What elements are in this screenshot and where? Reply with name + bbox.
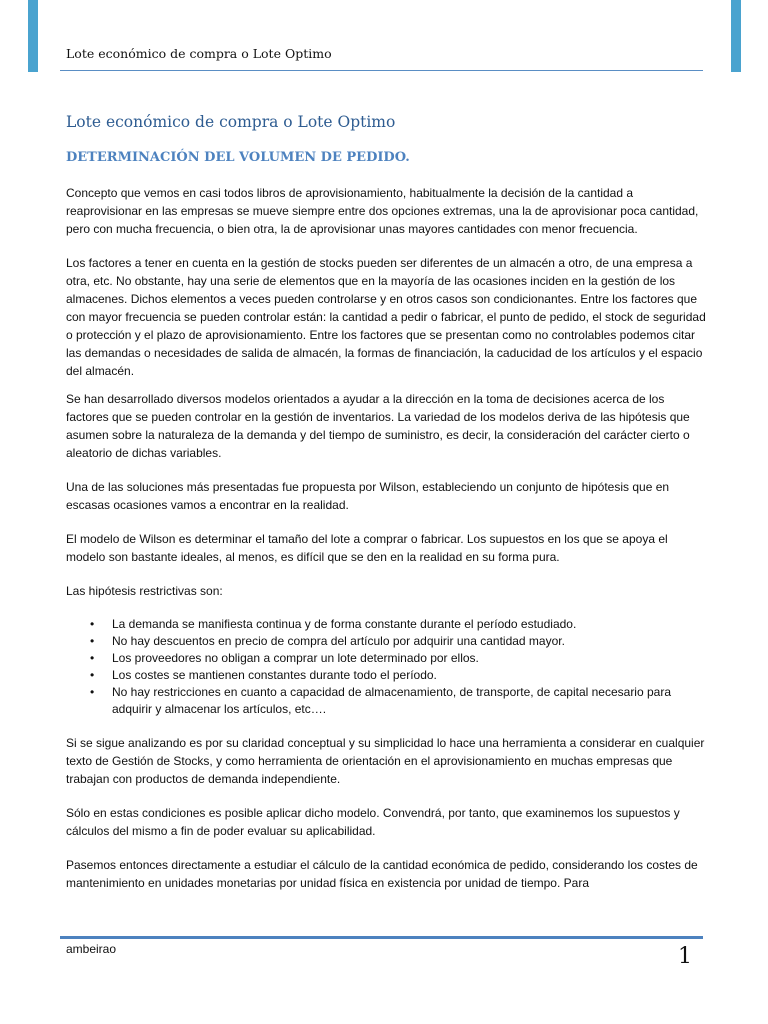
list-item (66, 616, 706, 633)
header-accent-bar-left (28, 0, 38, 72)
section-heading: DETERMINACIÓN DEL VOLUMEN DE PEDIDO. (66, 150, 410, 165)
list-item (66, 650, 706, 667)
bullet-icon: • (90, 685, 95, 699)
paragraph: Una de las soluciones más presentadas fue propuesta por Wilson, estableciendo un conjunto de hipótesis que en escasas ocasiones vamos a encontrar en la realidad. (66, 480, 670, 512)
list-item-text: Los costes se mantienen constantes durante todo el período. (112, 668, 437, 682)
bullet-icon: • (90, 668, 95, 682)
bullet-icon: • (90, 651, 95, 665)
list-item-text: No hay descuentos en precio de compra del artículo por adquirir una cantidad mayor. (112, 634, 565, 648)
paragraph: Concepto que vemos en casi todos libros de aprovisionamiento, habitualmente la decisión de la cantidad a reaprovisionar en las empresas se mueve siempre entre dos opciones extremas, una la de aprovisionar poca cantidad, pero con mucha frecuencia, o bien otra, la de aprovisionar unas mayores cantidades con menor frecuencia. (66, 186, 699, 236)
paragraph: Pasemos entonces directamente a estudiar el cálculo de la cantidad económica de pedido, considerando los costes de mantenimiento en unidades monetarias por unidad física en existencia por unidad de tiempo. Para (66, 858, 698, 890)
footer-divider (60, 936, 703, 939)
paragraph: Sólo en estas condiciones es posible aplicar dicho modelo. Convendrá, por tanto, que examinemos los supuestos y cálculos del mismo a fin de poder evaluar su aplicabilidad. (66, 806, 680, 838)
paragraph: Los factores a tener en cuenta en la gestión de stocks pueden ser diferentes de un almacén a otro, de una empresa a otra, etc. No obstante, hay una serie de elementos que en la mayoría de las ocasiones inciden en la gestión de los almacenes. Dichos elementos a veces pueden controlarse y en otros casos son condicionantes. Entre los factores que con mayor frecuencia se pueden controlar están: la cantidad a pedir o fabricar, el punto de pedido, el stock de seguridad o protección y el plazo de aprovisionamiento. Entre los factores que se presentan como no controlables podemos citar las demandas o necesidades de salida de almacén, la formas de financiación, la caducidad de los artículos y el espacio del almacén. (66, 256, 706, 378)
bullet-icon: • (90, 634, 95, 648)
paragraph: Si se sigue analizando es por su claridad conceptual y su simplicidad lo hace una herramienta a considerar en cualquier texto de Gestión de Stocks, y como herramienta de orientación en el aprovisionamiento en muchas empresas que trabajan con productos de demanda independiente. (66, 736, 705, 786)
document-title: Lote económico de compra o Lote Optimo (66, 113, 396, 131)
bullet-icon: • (90, 617, 95, 631)
footer-author: ambeirao (66, 942, 117, 956)
list-item (66, 667, 706, 684)
paragraph: Se han desarrollado diversos modelos orientados a ayudar a la dirección en la toma de decisiones acerca de los factores que se pueden controlar en la gestión de inventarios. La variedad de los modelos deriva de las hipótesis que asumen sobre la naturaleza de la demanda y del tiempo de suministro, es decir, la consideración del carácter cierto o aleatorio de dichas variables. (66, 392, 690, 460)
list-item-text: Los proveedores no obligan a comprar un lote determinado por ellos. (112, 651, 479, 665)
header-divider (60, 70, 703, 71)
header-accent-bar-right (731, 0, 741, 72)
paragraph: Las hipótesis restrictivas son: (66, 584, 223, 598)
document-body (66, 184, 706, 908)
list-item-text: La demanda se manifiesta continua y de forma constante durante el período estudiado. (112, 617, 577, 631)
list-item (66, 633, 706, 650)
running-header: Lote económico de compra o Lote Optimo (66, 46, 332, 61)
hypotheses-list (66, 616, 706, 718)
page-number: 1 (678, 944, 692, 969)
list-item-text: No hay restricciones en cuanto a capacidad de almacenamiento, de transporte, de capital necesario para adquirir y almacenar los artículos, etc…. (112, 685, 672, 716)
list-item (66, 684, 706, 718)
paragraph: El modelo de Wilson es determinar el tamaño del lote a comprar o fabricar. Los supuestos en los que se apoya el modelo son bastante ideales, al menos, es difícil que se den en la realidad en su forma pura. (66, 532, 668, 564)
